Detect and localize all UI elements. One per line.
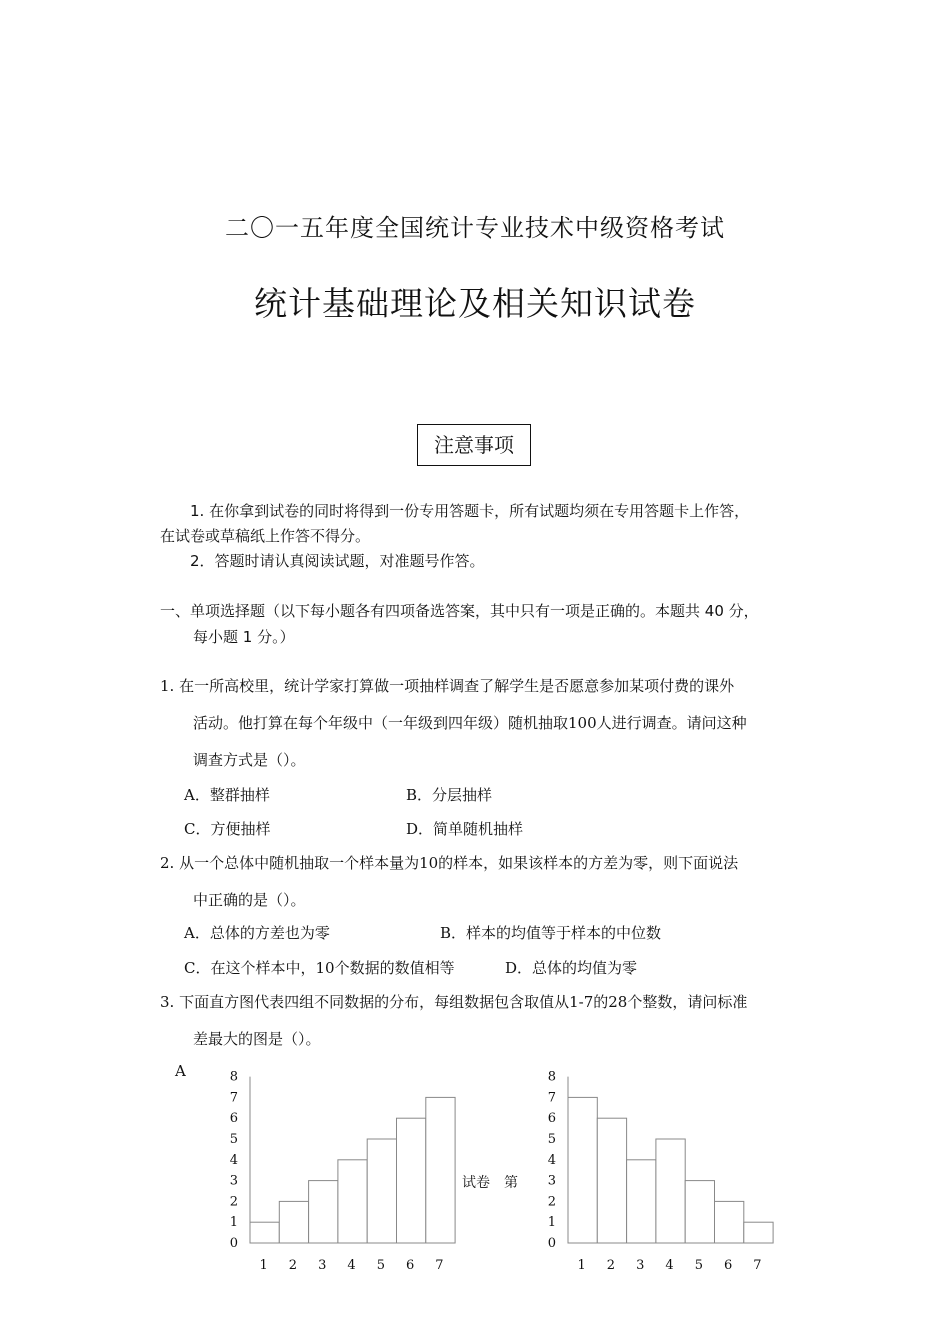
question-1-line-2: 活动。他打算在每个年级中（一年级到四年级）随机抽取100人进行调查。请问这种	[193, 714, 747, 732]
question-2-option-d[interactable]: D．总体的均值为零	[505, 959, 638, 977]
question-2-option-b[interactable]: B．样本的均值等于样本的中位数	[440, 924, 662, 942]
section-1-heading: 一、单项选择题（以下每小题各有四项备选答案，其中只有一项是正确的。本题共 40 分，	[160, 602, 759, 620]
histogram-bar	[715, 1201, 744, 1243]
x-tick-label: 5	[694, 1258, 703, 1273]
histogram-bar	[426, 1097, 455, 1243]
question-1-line-3: 调查方式是（）。	[193, 751, 306, 769]
question-2-option-a[interactable]: A．总体的方差也为零	[184, 924, 330, 942]
histogram-bar	[309, 1181, 338, 1243]
x-tick-label: 1	[259, 1258, 268, 1273]
y-tick-label: 2	[229, 1194, 238, 1210]
y-tick-label: 4	[547, 1152, 556, 1168]
y-tick-label: 1	[229, 1215, 238, 1231]
x-tick-label: 2	[606, 1258, 616, 1273]
question-1-option-b[interactable]: B．分层抽样	[406, 786, 493, 804]
x-tick-label: 4	[665, 1258, 674, 1273]
histogram-bar	[568, 1097, 597, 1243]
question-2-line-1: 2. 从一个总体中随机抽取一个样本量为10的样本，如果该样本的方差为零，则下面说法	[160, 854, 739, 872]
question-2-option-c[interactable]: C．在这个样本中，10个数据的数值相等	[184, 959, 455, 977]
question-1-option-d[interactable]: D．简单随机抽样	[406, 820, 524, 838]
x-tick-label: 7	[753, 1258, 762, 1273]
y-tick-label: 3	[229, 1173, 238, 1189]
y-tick-label: 0	[229, 1236, 238, 1251]
histogram-chart-b	[538, 1062, 778, 1282]
y-tick-label: 6	[547, 1111, 556, 1127]
y-tick-label: 7	[229, 1090, 238, 1106]
y-tick-label: 3	[547, 1173, 556, 1189]
histogram-bar	[744, 1222, 773, 1243]
histogram-bar	[627, 1160, 656, 1243]
footer-page-fragment: 试卷 第	[462, 1175, 518, 1191]
y-tick-label: 0	[547, 1236, 556, 1251]
histogram-bar	[685, 1181, 714, 1243]
notice-item-2: 2．答题时请认真阅读试题，对准题号作答。	[190, 552, 485, 570]
y-tick-label: 7	[547, 1090, 556, 1106]
histogram-bar	[279, 1201, 308, 1243]
x-tick-label: 3	[318, 1258, 327, 1273]
histogram-chart-a	[220, 1062, 460, 1282]
histogram-bar	[597, 1118, 626, 1243]
y-tick-label: 4	[229, 1152, 238, 1168]
question-1-option-a[interactable]: A．整群抽样	[184, 786, 270, 804]
x-tick-label: 6	[406, 1258, 415, 1273]
question-1-line-1: 1. 在一所高校里，统计学家打算做一项抽样调查了解学生是否愿意参加某项付费的课外	[160, 677, 735, 695]
y-tick-label: 5	[229, 1132, 238, 1147]
x-tick-label: 6	[724, 1258, 733, 1273]
question-3-line-1: 3. 下面直方图代表四组不同数据的分布，每组数据包含取值从1-7的28个整数，请问标准	[160, 993, 748, 1011]
notice-item-1-line-1: 1. 在你拿到试卷的同时将得到一份专用答题卡，所有试题均须在专用答题卡上作答，	[190, 502, 750, 520]
x-tick-label: 7	[435, 1258, 444, 1273]
notice-item-1-line-2: 在试卷或草稿纸上作答不得分。	[160, 527, 371, 545]
histogram-bar	[250, 1222, 279, 1243]
question-2-line-2: 中正确的是（）。	[193, 891, 306, 909]
exam-title: 二〇一五年度全国统计专业技术中级资格考试	[225, 214, 725, 242]
y-tick-label: 6	[229, 1111, 238, 1127]
y-tick-label: 1	[547, 1215, 556, 1231]
histogram-bar	[338, 1160, 367, 1243]
y-tick-label: 5	[547, 1132, 556, 1147]
paper-title: 统计基础理论及相关知识试卷	[254, 284, 696, 323]
y-tick-label: 8	[547, 1069, 556, 1085]
y-tick-label: 8	[229, 1069, 238, 1085]
section-1-heading-cont: 每小题 1 分。）	[193, 628, 295, 646]
histogram-bar	[656, 1139, 685, 1243]
x-tick-label: 5	[376, 1258, 385, 1273]
x-tick-label: 3	[636, 1258, 645, 1273]
question-1-option-c[interactable]: C．方便抽样	[184, 820, 271, 838]
histogram-bar	[397, 1118, 426, 1243]
notice-heading: 注意事项	[417, 424, 531, 466]
x-tick-label: 1	[577, 1258, 586, 1273]
figure-label-a: A	[175, 1062, 186, 1080]
x-tick-label: 2	[288, 1258, 298, 1273]
histogram-bar	[367, 1139, 396, 1243]
y-tick-label: 2	[547, 1194, 556, 1210]
question-3-line-2: 差最大的图是（）。	[193, 1030, 321, 1048]
x-tick-label: 4	[347, 1258, 356, 1273]
